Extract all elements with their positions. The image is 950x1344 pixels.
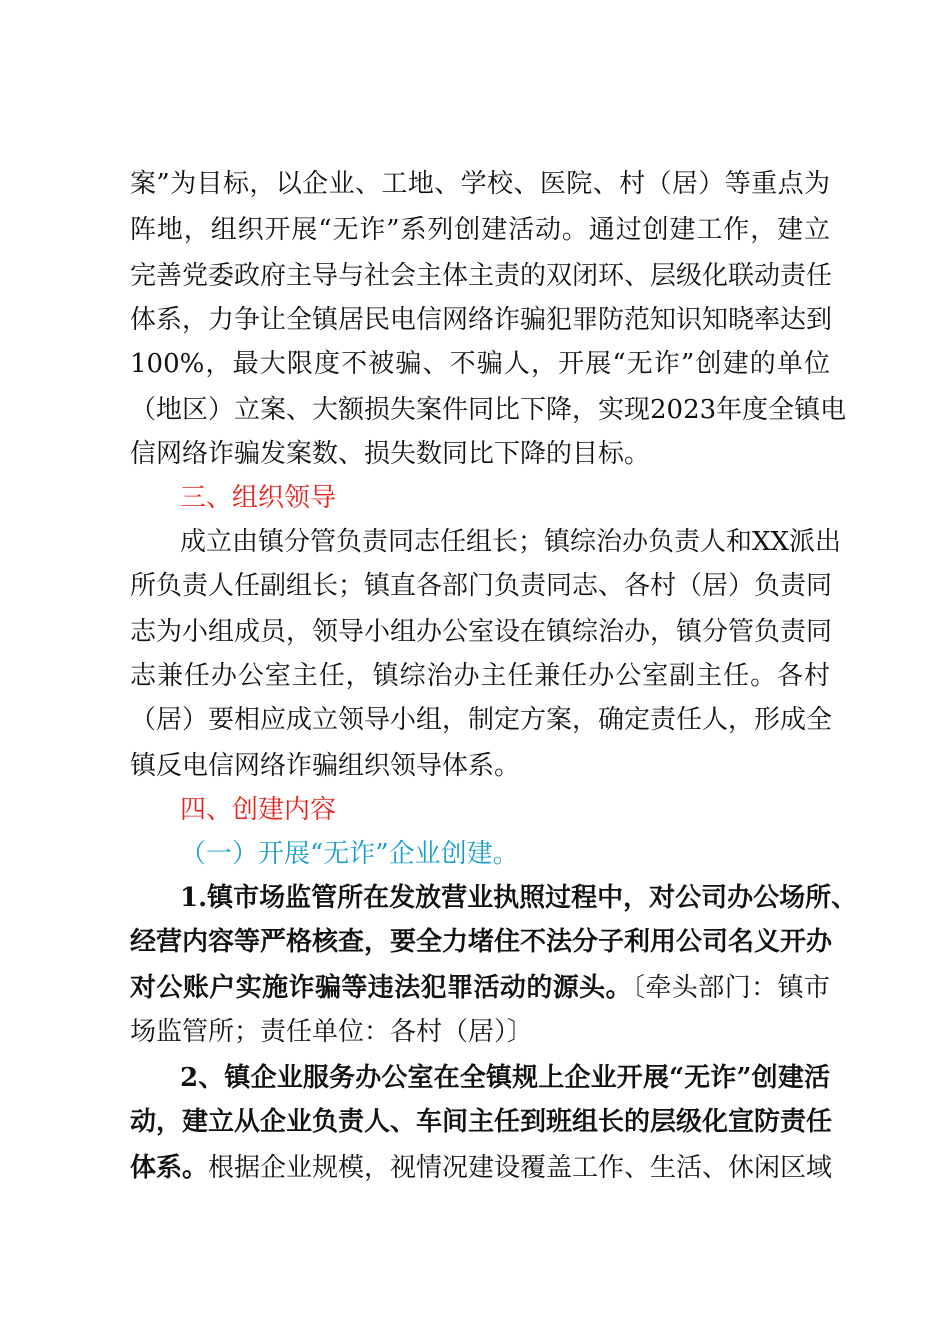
item-bold-text: 对公账户实施诈骗等违法犯罪活动的源头。 xyxy=(130,973,633,1003)
section-heading: 四、创建内容 xyxy=(180,795,337,825)
section-heading: 三、组织领导 xyxy=(180,483,337,513)
paragraph-line: 阵地，组织开展“无诈”系列创建活动。通过创建工作，建立 xyxy=(130,215,830,245)
paragraph-line: 镇反电信网络诈骗组织领导体系。 xyxy=(130,751,521,781)
item-normal-text: 〔牵头部门：镇市 xyxy=(632,973,830,1003)
item-line-mixed xyxy=(130,968,830,1008)
item-line-bold: 经营内容等严格核查，要全力堵住不法分子利用公司名义开办 xyxy=(130,927,833,957)
paragraph-line: 成立由镇分管负责同志任组长；镇综治办负责人和XX派出 xyxy=(180,527,842,557)
item-line-bold: 1.镇市场监管所在发放营业执照过程中，对公司办公场所、 xyxy=(180,883,858,913)
paragraph-line: 志为小组成员，领导小组办公室设在镇综治办，镇分管负责同 xyxy=(130,617,833,647)
paragraph-line: （居）要相应成立领导小组，制定方案，确定责任人，形成全 xyxy=(130,705,833,735)
paragraph-line: 所负责人任副组长；镇直各部门负责同志、各村（居）负责同 xyxy=(130,571,833,601)
item-normal-text: 根据企业规模，视情况建设覆盖工作、生活、休闲区域 xyxy=(208,1153,833,1183)
paragraph-line: 100%，最大限度不被骗、不骗人，开展“无诈”创建的单位 xyxy=(130,349,830,379)
paragraph-line: 案”为目标，以企业、工地、学校、医院、村（居）等重点为 xyxy=(130,169,830,199)
paragraph-line: 完善党委政府主导与社会主体主责的双闭环、层级化联动责任 xyxy=(130,261,833,291)
paragraph-line: 场监管所；责任单位：各村（居）〕 xyxy=(130,1017,534,1047)
item-line-bold: 动，建立从企业负责人、车间主任到班组长的层级化宣防责任 xyxy=(130,1107,833,1137)
paragraph-line: 体系，力争让全镇居民电信网络诈骗犯罪防范知识知晓率达到 xyxy=(130,305,833,335)
paragraph-line: （地区）立案、大额损失案件同比下降，实现2023年度全镇电 xyxy=(130,395,847,425)
subsection-heading: （一）开展“无诈”企业创建。 xyxy=(180,839,519,869)
item-line-bold: 2、镇企业服务办公室在全镇规上企业开展“无诈”创建活 xyxy=(180,1063,830,1093)
paragraph-line: 志兼任办公室主任，镇综治办主任兼任办公室副主任。各村 xyxy=(130,661,830,691)
item-line-mixed xyxy=(130,1148,833,1188)
paragraph-line: 信网络诈骗发案数、损失数同比下降的目标。 xyxy=(130,439,651,469)
item-bold-text: 体系。 xyxy=(130,1153,209,1183)
